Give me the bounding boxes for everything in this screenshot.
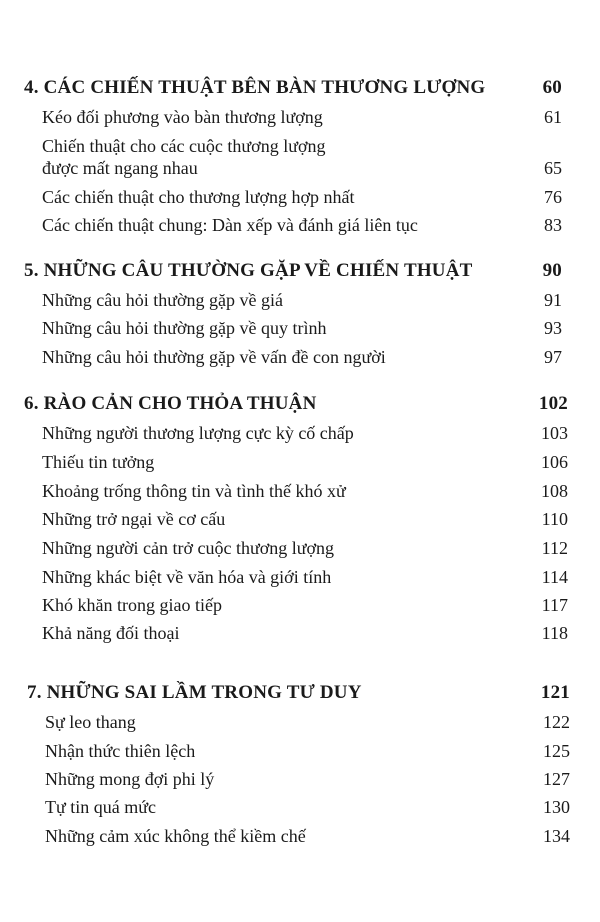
chapter-5-page: 90 [542, 260, 562, 281]
toc-entry-title: Khó khăn trong giao tiếp [42, 595, 222, 615]
toc-entry-page: 110 [541, 509, 568, 529]
toc-entry [0, 314, 600, 342]
toc-entry-title-line2: được mất ngang nhau [42, 158, 198, 178]
chapter-6-page: 102 [538, 393, 568, 414]
toc-entry-page: 106 [541, 452, 568, 472]
toc-entry-page: 122 [543, 712, 570, 732]
toc-entry-page: 83 [544, 215, 562, 235]
toc-entry [0, 477, 600, 505]
toc-entry-page: 93 [544, 318, 562, 338]
toc-entry-page: 127 [543, 769, 570, 789]
toc-entry [0, 448, 600, 476]
toc-entry [0, 343, 600, 371]
toc-entry-title: Những cảm xúc không thể kiềm chế [45, 826, 306, 846]
toc-entry-title: Những câu hỏi thường gặp về giá [42, 290, 283, 310]
toc-entry-page: 61 [544, 107, 562, 127]
chapter-7-title: 7. NHỮNG SAI LẦM TRONG TƯ DUY [27, 682, 362, 703]
toc-entry-title: Những câu hỏi thường gặp về vấn đề con người [42, 347, 386, 367]
toc-entry-title: Những câu hỏi thường gặp về quy trình [42, 318, 327, 338]
toc-entry [0, 103, 600, 131]
toc-entry [0, 505, 600, 533]
toc-entry [0, 534, 600, 562]
toc-entry-page: 76 [544, 187, 562, 207]
chapter-4-heading [0, 74, 600, 102]
chapter-7-heading [0, 679, 600, 707]
toc-entry [0, 822, 600, 850]
toc-entry-title: Các chiến thuật chung: Dàn xếp và đánh giá liên tục [42, 215, 418, 235]
toc-entry-continued [0, 154, 600, 182]
toc-entry-title: Những người cản trở cuộc thương lượng [42, 538, 335, 558]
toc-entry-page: 112 [541, 538, 568, 558]
toc-entry [0, 563, 600, 591]
toc-entry-title: Khoảng trống thông tin và tình thế khó xử [42, 481, 346, 501]
toc-entry [0, 793, 600, 821]
toc-entry-title: Nhận thức thiên lệch [45, 741, 196, 761]
chapter-6-heading [0, 390, 600, 418]
toc-entry-page: 114 [541, 567, 568, 587]
toc-entry-page: 108 [541, 481, 568, 501]
toc-entry [0, 286, 600, 314]
toc-entry [0, 737, 600, 765]
chapter-4-title: 4. CÁC CHIẾN THUẬT BÊN BÀN THƯƠNG LƯỢNG [24, 77, 486, 98]
toc-entry-title: Các chiến thuật cho thương lượng hợp nhất [42, 187, 355, 207]
toc-entry-page: 134 [543, 826, 570, 846]
toc-entry-title: Tự tin quá mức [45, 797, 156, 817]
toc-entry-page: 130 [543, 797, 570, 817]
toc-entry-title: Những mong đợi phi lý [45, 769, 215, 789]
toc-entry [0, 183, 600, 211]
toc-entry-page: 118 [541, 623, 568, 643]
toc-entry-title: Khả năng đối thoại [42, 623, 180, 643]
chapter-6-title: 6. RÀO CẢN CHO THỎA THUẬN [24, 393, 317, 414]
toc-entry-title: Những người thương lượng cực kỳ cố chấp [42, 423, 354, 443]
chapter-5-heading [0, 257, 600, 285]
chapter-5-title: 5. NHỮNG CÂU THƯỜNG GẶP VỀ CHIẾN THUẬT [24, 260, 473, 281]
toc-entry [0, 211, 600, 239]
toc-entry-page: 117 [541, 595, 568, 615]
toc-entry-page: 65 [544, 158, 562, 178]
chapter-4-page: 60 [542, 77, 562, 98]
toc-entry-title: Những khác biệt về văn hóa và giới tính [42, 567, 332, 587]
toc-entry-page: 97 [544, 347, 562, 367]
toc-entry-title: Thiếu tin tưởng [42, 452, 155, 472]
chapter-7-page: 121 [540, 682, 570, 703]
toc-entry-title: Sự leo thang [45, 712, 136, 732]
toc-entry [0, 765, 600, 793]
toc-entry-title: Kéo đối phương vào bàn thương lượng [42, 107, 323, 127]
toc-entry [0, 591, 600, 619]
toc-entry-page: 125 [543, 741, 570, 761]
toc-entry [0, 419, 600, 447]
toc-entry-page: 91 [544, 290, 562, 310]
toc-entry-page: 103 [541, 423, 568, 443]
toc-entry-title: Những trở ngại về cơ cấu [42, 509, 226, 529]
toc-entry-title: Chiến thuật cho các cuộc thương lượng [42, 136, 326, 156]
toc-entry [0, 708, 600, 736]
toc-entry [0, 619, 600, 647]
